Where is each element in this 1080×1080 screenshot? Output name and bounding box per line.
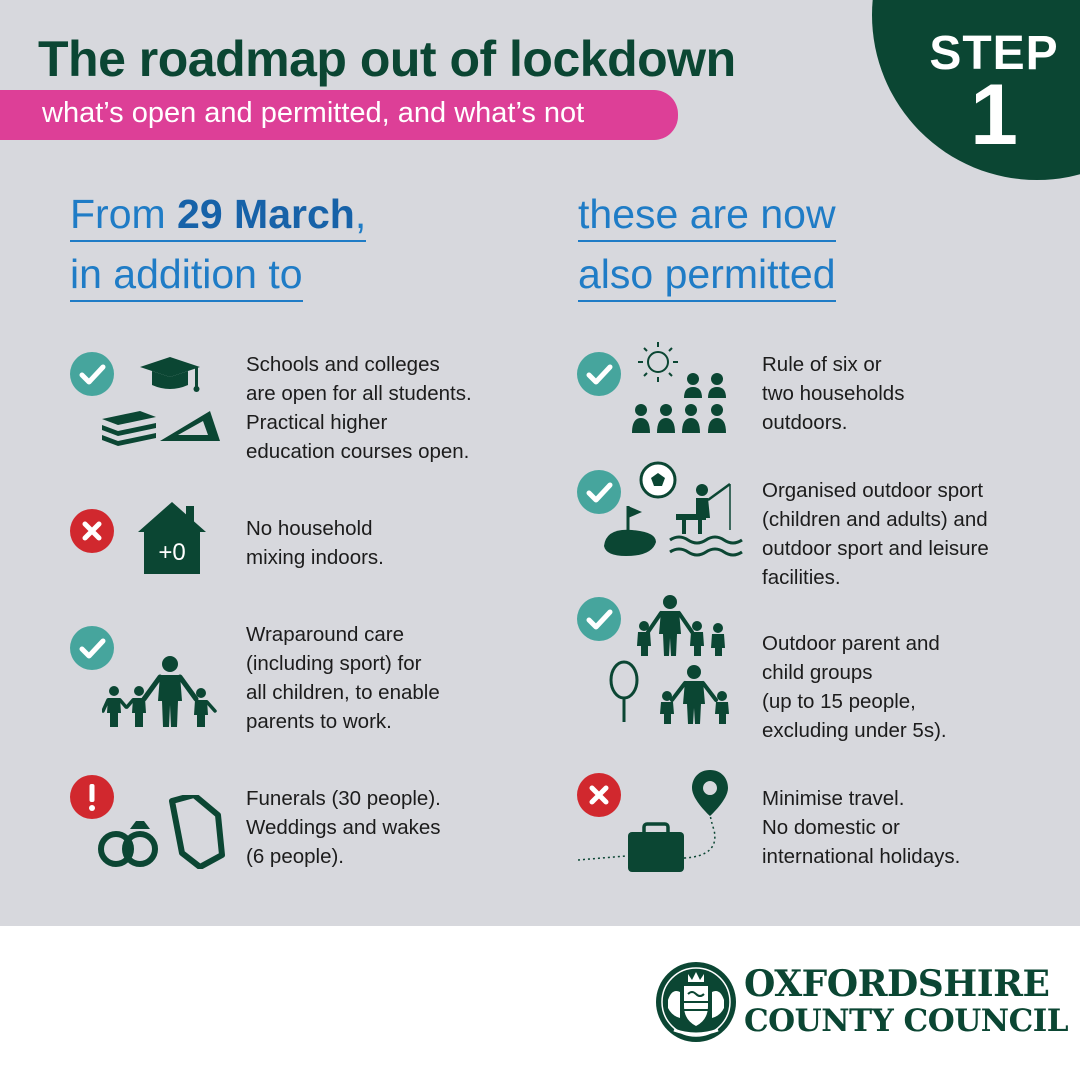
- item-text-schools: Schools and colleges are open for all students. Practical higher education courses open.: [246, 353, 472, 463]
- item-text-travel: Minimise travel. No domestic or international holidays.: [762, 787, 961, 868]
- item-text-funerals: Funerals (30 people). Weddings and wakes (6 people).: [246, 787, 441, 868]
- sun-people-icon: [628, 340, 740, 436]
- cross-icon: [70, 509, 114, 553]
- family-icon: [102, 655, 220, 729]
- left-heading: [70, 184, 366, 304]
- house-icon-label: +0: [158, 539, 186, 566]
- page-title: The roadmap out of lockdown: [38, 31, 736, 87]
- step-number: 1: [970, 67, 1018, 163]
- item-text-household: No household mixing indoors.: [246, 517, 384, 569]
- org-name-line1: OXFORDSHIRE: [744, 963, 1050, 1005]
- left-heading-date: 29 March: [177, 191, 355, 237]
- sports-icon: [602, 460, 744, 560]
- item-text-parent-groups: Outdoor parent and child groups (up to 15 people, excluding under 5s).: [762, 632, 947, 742]
- item-text-sport: Organised outdoor sport (children and adults) and outdoor sport and leisure facilities.: [762, 479, 989, 589]
- check-icon: [577, 352, 621, 396]
- right-heading: [578, 184, 836, 304]
- left-heading-pre: From: [70, 191, 178, 237]
- org-name-line2: COUNTY COUNCIL: [744, 1003, 1069, 1039]
- left-heading-post: ,: [354, 191, 367, 237]
- right-heading-line2: also permitted: [578, 248, 836, 302]
- item-text-wraparound: Wraparound care (including sport) for all children, to enable parents to work.: [246, 623, 440, 733]
- council-crest-logo: [654, 960, 738, 1044]
- step-label: STEP: [929, 27, 1059, 80]
- travel-icon: [578, 768, 742, 874]
- house-icon: [136, 500, 208, 574]
- right-heading-line1: these are now: [578, 188, 836, 242]
- parent-child-groups-icon: [606, 594, 740, 726]
- education-icon: [100, 355, 226, 447]
- left-heading-line2: in addition to: [70, 248, 303, 302]
- wedding-rings-coffin-icon: [96, 795, 226, 869]
- item-text-rule-of-six: Rule of six or two households outdoors.: [762, 353, 905, 434]
- page-subtitle: what’s open and permitted, and what’s not: [42, 97, 585, 129]
